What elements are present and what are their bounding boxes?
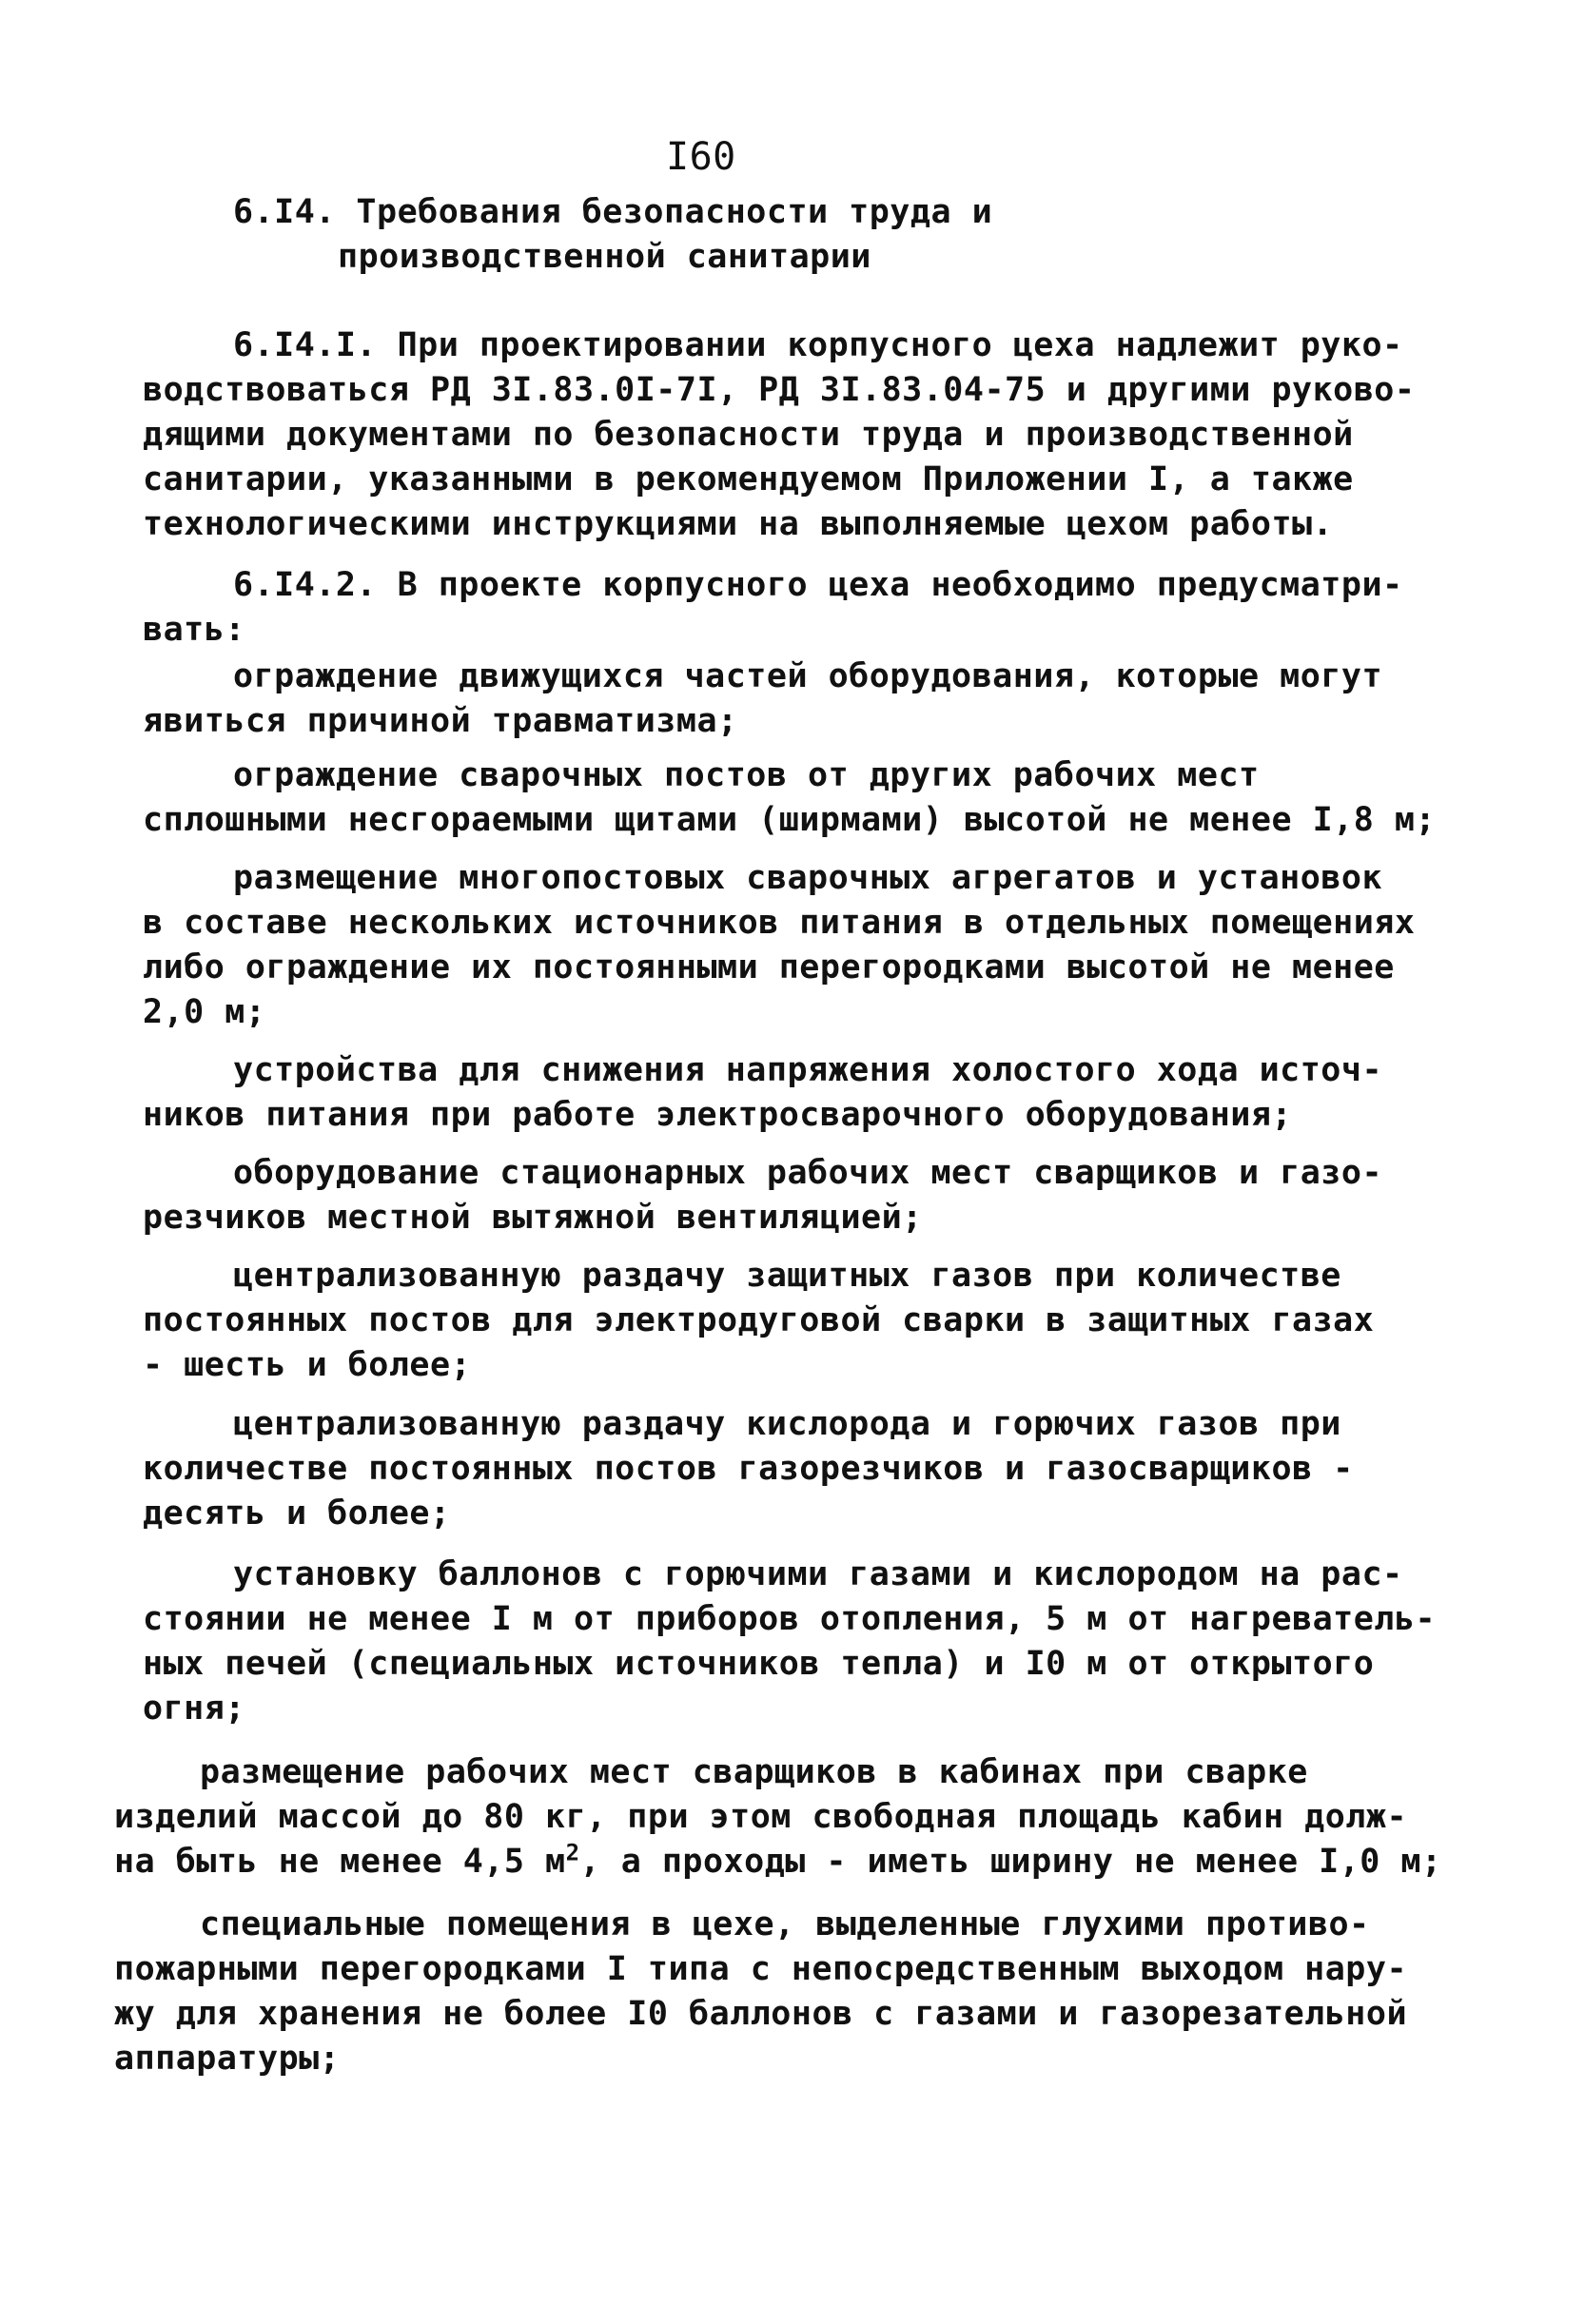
superscript: 2 [565,1839,580,1866]
paragraph-line: вать: [143,611,245,649]
text-fragment: на быть не менее 4,5 м [114,1843,566,1881]
list-item-line: сплошными несгораемыми щитами (ширмами) высотой не менее I,8 м; [143,801,1437,839]
list-item-line: аппаратуры; [114,2040,341,2078]
list-item-line: ограждение сварочных постов от других рабочих мест [233,756,1260,794]
list-item-line: резчиков местной вытяжной вентиляцией; [143,1199,923,1237]
list-item-line [114,1840,1442,1884]
text-fragment: , а проходы - иметь ширину не менее I,0 м; [579,1843,1442,1881]
paragraph-line: 6.I4.I. При проектировании корпусного цеха надлежит руко- [233,326,1403,364]
list-item-line: пожарными перегородками I типа с непосредственным выходом нару- [114,1950,1408,1988]
paragraph-line: водствоваться РД 3I.83.0I-7I, РД 3I.83.04-75 и другими руково- [143,371,1416,409]
list-item-line: изделий массой до 80 кг, при этом свободная площадь кабин долж- [114,1798,1408,1836]
list-item-line: стоянии не менее I м от приборов отопления, 5 м от нагреватель- [143,1600,1437,1638]
list-item-line: ных печей (специальных источников тепла) и I0 м от открытого [143,1645,1375,1683]
list-item-line: либо ограждение их постоянными перегородками высотой не менее [143,948,1395,986]
list-item-line: размещение рабочих мест сварщиков в кабинах при сварке [200,1753,1308,1791]
section-heading-line-1: 6.I4. Требования безопасности труда и [233,193,993,231]
paragraph-line: 6.I4.2. В проекте корпусного цеха необходимо предусматри- [233,566,1403,604]
list-item-line: специальные помещения в цехе, выделенные глухими противо- [200,1905,1370,1943]
paragraph-line: дящими документами по безопасности труда и производственной [143,416,1354,454]
list-item-line: количестве постоянных постов газорезчиков и газосварщиков - [143,1450,1354,1488]
list-item-line: ников питания при работе электросварочного оборудования; [143,1096,1293,1134]
list-item-line: огня; [143,1689,245,1728]
section-heading-line-2: производственной санитарии [338,238,871,276]
list-item-line: - шесть и более; [143,1346,472,1384]
list-item-line: ограждение движущихся частей оборудования, которые могут [233,657,1383,695]
list-item-line: централизованную раздачу защитных газов при количестве [233,1257,1341,1295]
page-number: I60 [666,135,736,179]
paragraph-line: санитарии, указанными в рекомендуемом Приложении I, а также [143,460,1354,498]
list-item-line: в составе нескольких источников питания в отдельных помещениях [143,904,1416,942]
list-item-line: постоянных постов для электродуговой сварки в защитных газах [143,1301,1375,1339]
list-item-line: устройства для снижения напряжения холостого хода источ- [233,1051,1383,1089]
list-item-line: 2,0 м; [143,993,266,1031]
list-item-line: явиться причиной травматизма; [143,702,738,740]
list-item-line: централизованную раздачу кислорода и горючих газов при [233,1405,1341,1443]
paragraph-line: технологическими инструкциями на выполняемые цехом работы. [143,505,1334,543]
list-item-line: оборудование стационарных рабочих мест сварщиков и газо- [233,1154,1383,1192]
list-item-line: жу для хранения не более I0 баллонов с газами и газорезательной [114,1995,1408,2033]
list-item-line: десять и более; [143,1494,451,1533]
list-item-line: установку баллонов с горючими газами и кислородом на рас- [233,1555,1403,1593]
list-item-line: размещение многопостовых сварочных агрегатов и установок [233,859,1383,897]
